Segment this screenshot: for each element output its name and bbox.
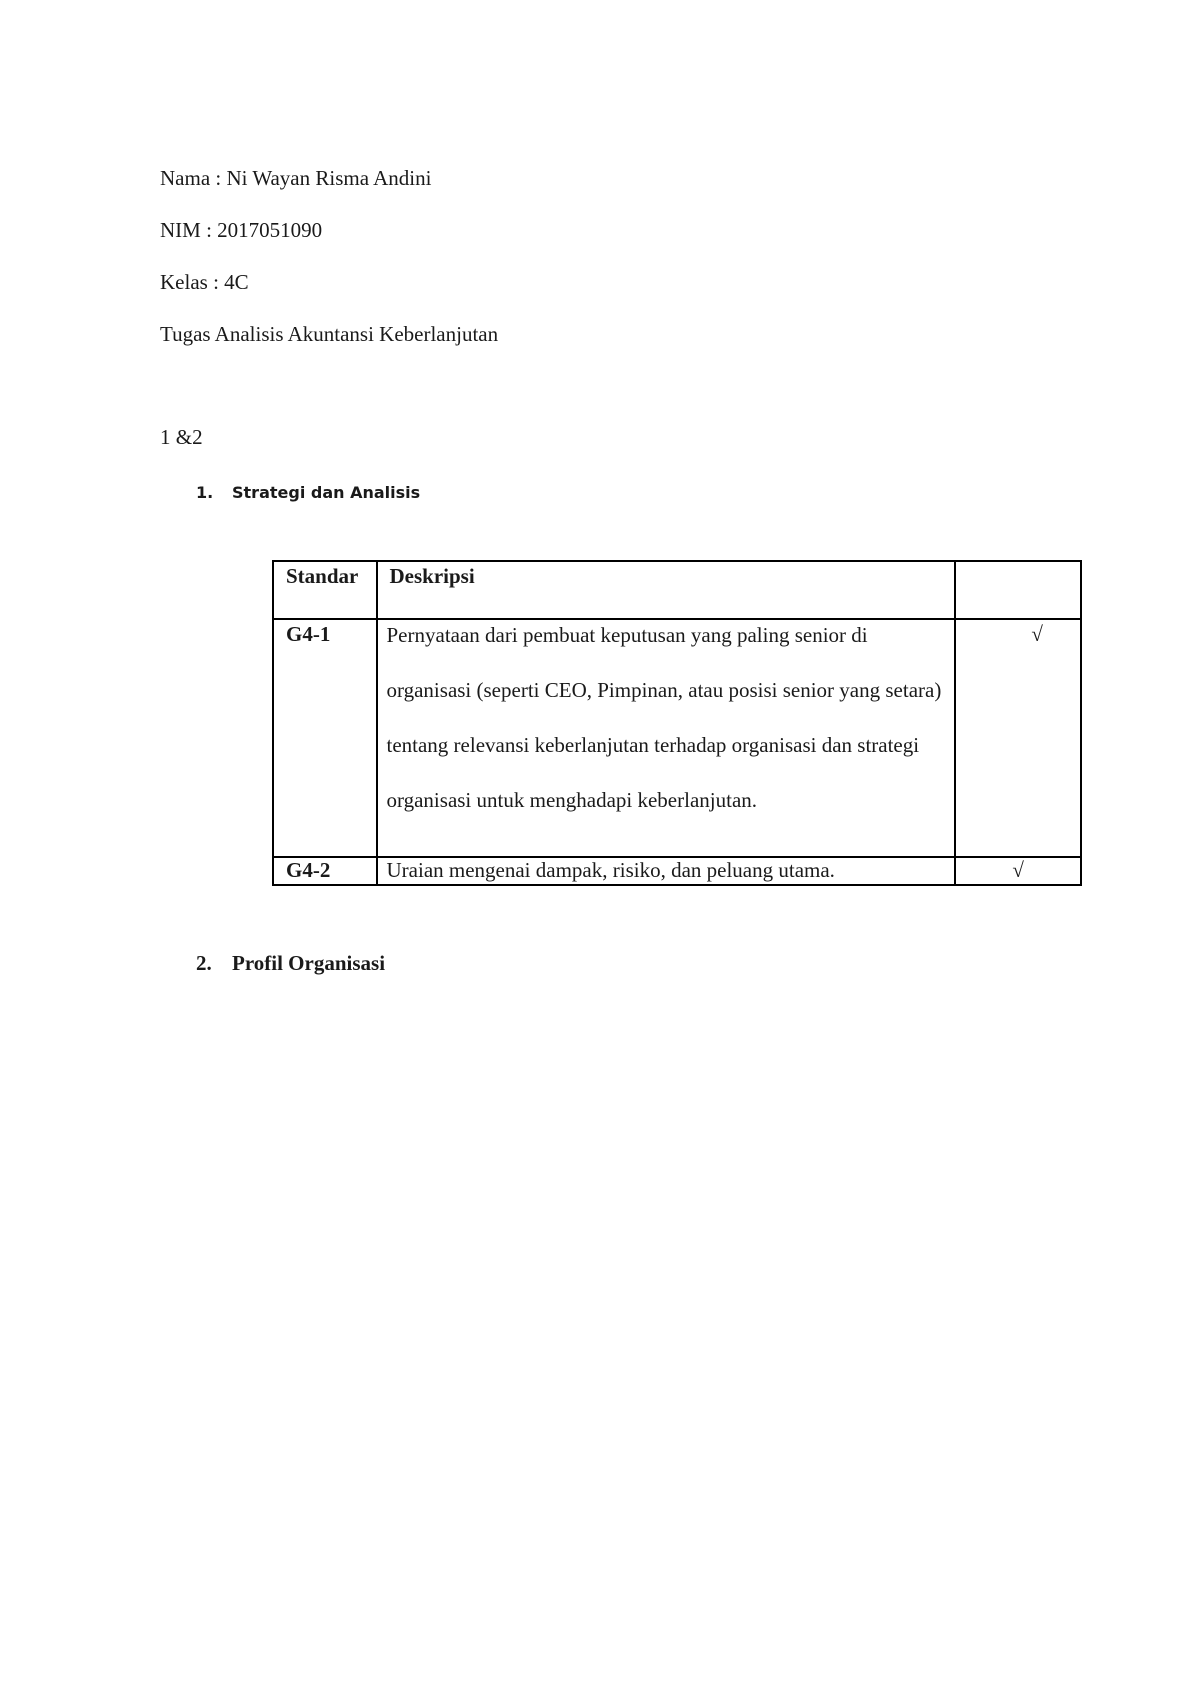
section-2-number: 2. (196, 951, 212, 975)
cell-standar: G4-2 (273, 857, 377, 885)
header-standar: Standar (273, 561, 377, 619)
cell-deskripsi: Pernyataan dari pembuat keputusan yang paling senior di organisasi (seperti CEO, Pimpinan, atau posisi senior yang setara) tentang relevansi keberlanjutan terhadap organisasi dan strategi organisasi untuk menghadapi keberlanjutan. (377, 619, 956, 857)
checkmark: √ (1031, 622, 1043, 646)
cell-deskripsi: Uraian mengenai dampak, risiko, dan peluang utama. (377, 857, 956, 885)
cell-check (955, 619, 1081, 857)
checkmark: √ (1012, 858, 1024, 882)
section-1-title: Strategi dan Analisis (232, 483, 421, 502)
cell-check (955, 857, 1081, 885)
part-label: 1 &2 (160, 425, 203, 449)
student-name: Nama : Ni Wayan Risma Andini (160, 166, 432, 190)
section-2-heading (196, 951, 385, 976)
table-row (273, 619, 1081, 857)
assignment-title: Tugas Analisis Akuntansi Keberlanjutan (160, 322, 499, 346)
table-row (273, 857, 1081, 885)
section-1-number: 1. (196, 483, 214, 502)
student-nim: NIM : 2017051090 (160, 218, 323, 242)
section-2-title: Profil Organisasi (232, 951, 386, 975)
student-class: Kelas : 4C (160, 270, 249, 294)
header-deskripsi: Deskripsi (377, 561, 956, 619)
header-check (955, 561, 1081, 619)
cell-standar: G4-1 (273, 619, 377, 857)
standards-table (272, 560, 1082, 886)
section-1-heading (196, 483, 420, 502)
